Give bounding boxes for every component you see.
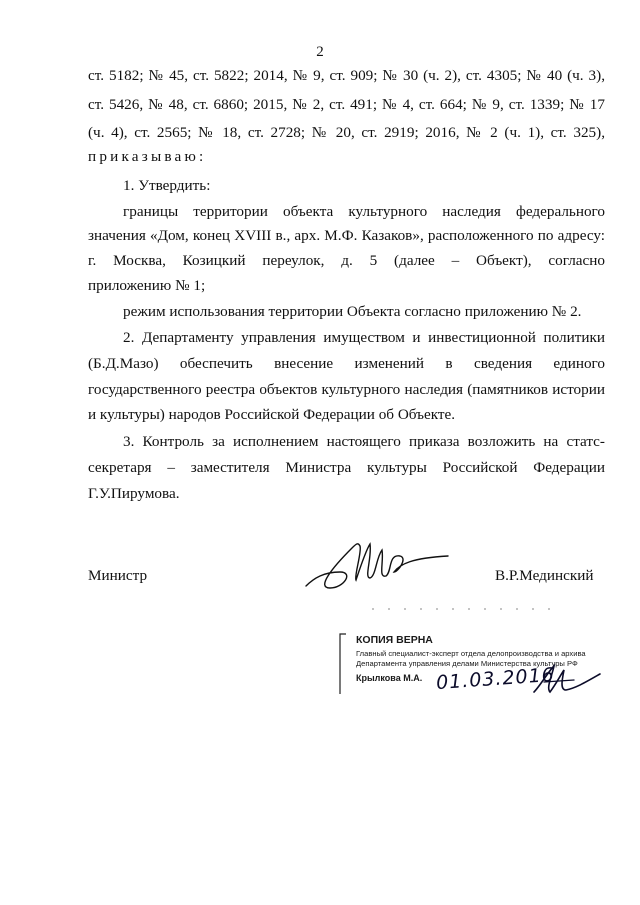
page-number: 2 bbox=[316, 44, 324, 60]
item1-heading: 1. Утвердить: bbox=[123, 177, 211, 194]
stamp-signature bbox=[530, 662, 610, 696]
item3-line-1: 3. Контроль за исполнением настоящего приказа возложить на статс- bbox=[123, 433, 605, 450]
item2-line-2: (Б.Д.Мазо) обеспечить внесение изменений в сведения единого bbox=[88, 355, 605, 372]
signatory-title: Министр bbox=[88, 567, 148, 584]
item3-line-3: Г.У.Пирумова. bbox=[88, 485, 180, 502]
signatory-name: В.Р.Мединский bbox=[495, 567, 594, 584]
item1-boundaries-line-2: значения «Дом, конец XVIII в., арх. М.Ф. Казаков», расположенного по адресу: bbox=[88, 227, 605, 244]
item3-line-2: секретаря – заместителя Министра культуры Российской Федерации bbox=[88, 459, 605, 476]
handwritten-signature bbox=[300, 528, 450, 598]
legal-refs-line-2: ст. 5426, № 48, ст. 6860; 2015, № 2, ст. 491; № 4, ст. 664; № 9, ст. 1339; № 17 bbox=[88, 96, 605, 113]
stamp-name: Крылкова М.А. bbox=[356, 673, 423, 683]
order-word: приказываю: bbox=[88, 148, 207, 165]
item1-regime: режим использования территории Объекта согласно приложению № 2. bbox=[123, 303, 582, 320]
item2-line-1: 2. Департаменту управления имуществом и инвестиционной политики bbox=[123, 329, 605, 346]
stamp-title: КОПИЯ ВЕРНА bbox=[356, 634, 433, 646]
item2-line-3: государственного реестра объектов культурного наследия (памятников истории bbox=[88, 381, 605, 398]
item2-line-4: и культуры) народов Российской Федерации об Объекте. bbox=[88, 406, 456, 423]
legal-refs-line-3: (ч. 4), ст. 2565; № 18, ст. 2728; № 20, ст. 2919; 2016, № 2 (ч. 1), ст. 325), bbox=[88, 124, 605, 141]
stamp-position: Главный специалист-эксперт отдела делопроизводства и архива bbox=[356, 649, 586, 658]
item1-boundaries-line-1: границы территории объекта культурного наследия федерального bbox=[123, 203, 605, 220]
handwritten-date: 01.03.2016 bbox=[435, 663, 556, 695]
stamp-department: Департамента управления делами Министерства культуры РФ bbox=[356, 659, 578, 668]
copy-verified-stamp bbox=[342, 630, 610, 698]
legal-refs-line-1: ст. 5182; № 45, ст. 5822; 2014, № 9, ст. 909; № 30 (ч. 2), ст. 4305; № 40 (ч. 3), bbox=[88, 67, 605, 84]
item1-boundaries-line-3: г. Москва, Козицкий переулок, д. 5 (далее – Объект), согласно bbox=[88, 252, 605, 269]
stamp-bracket bbox=[338, 632, 348, 696]
separator-dashes bbox=[372, 604, 552, 614]
item1-boundaries-line-4: приложению № 1; bbox=[88, 277, 206, 294]
